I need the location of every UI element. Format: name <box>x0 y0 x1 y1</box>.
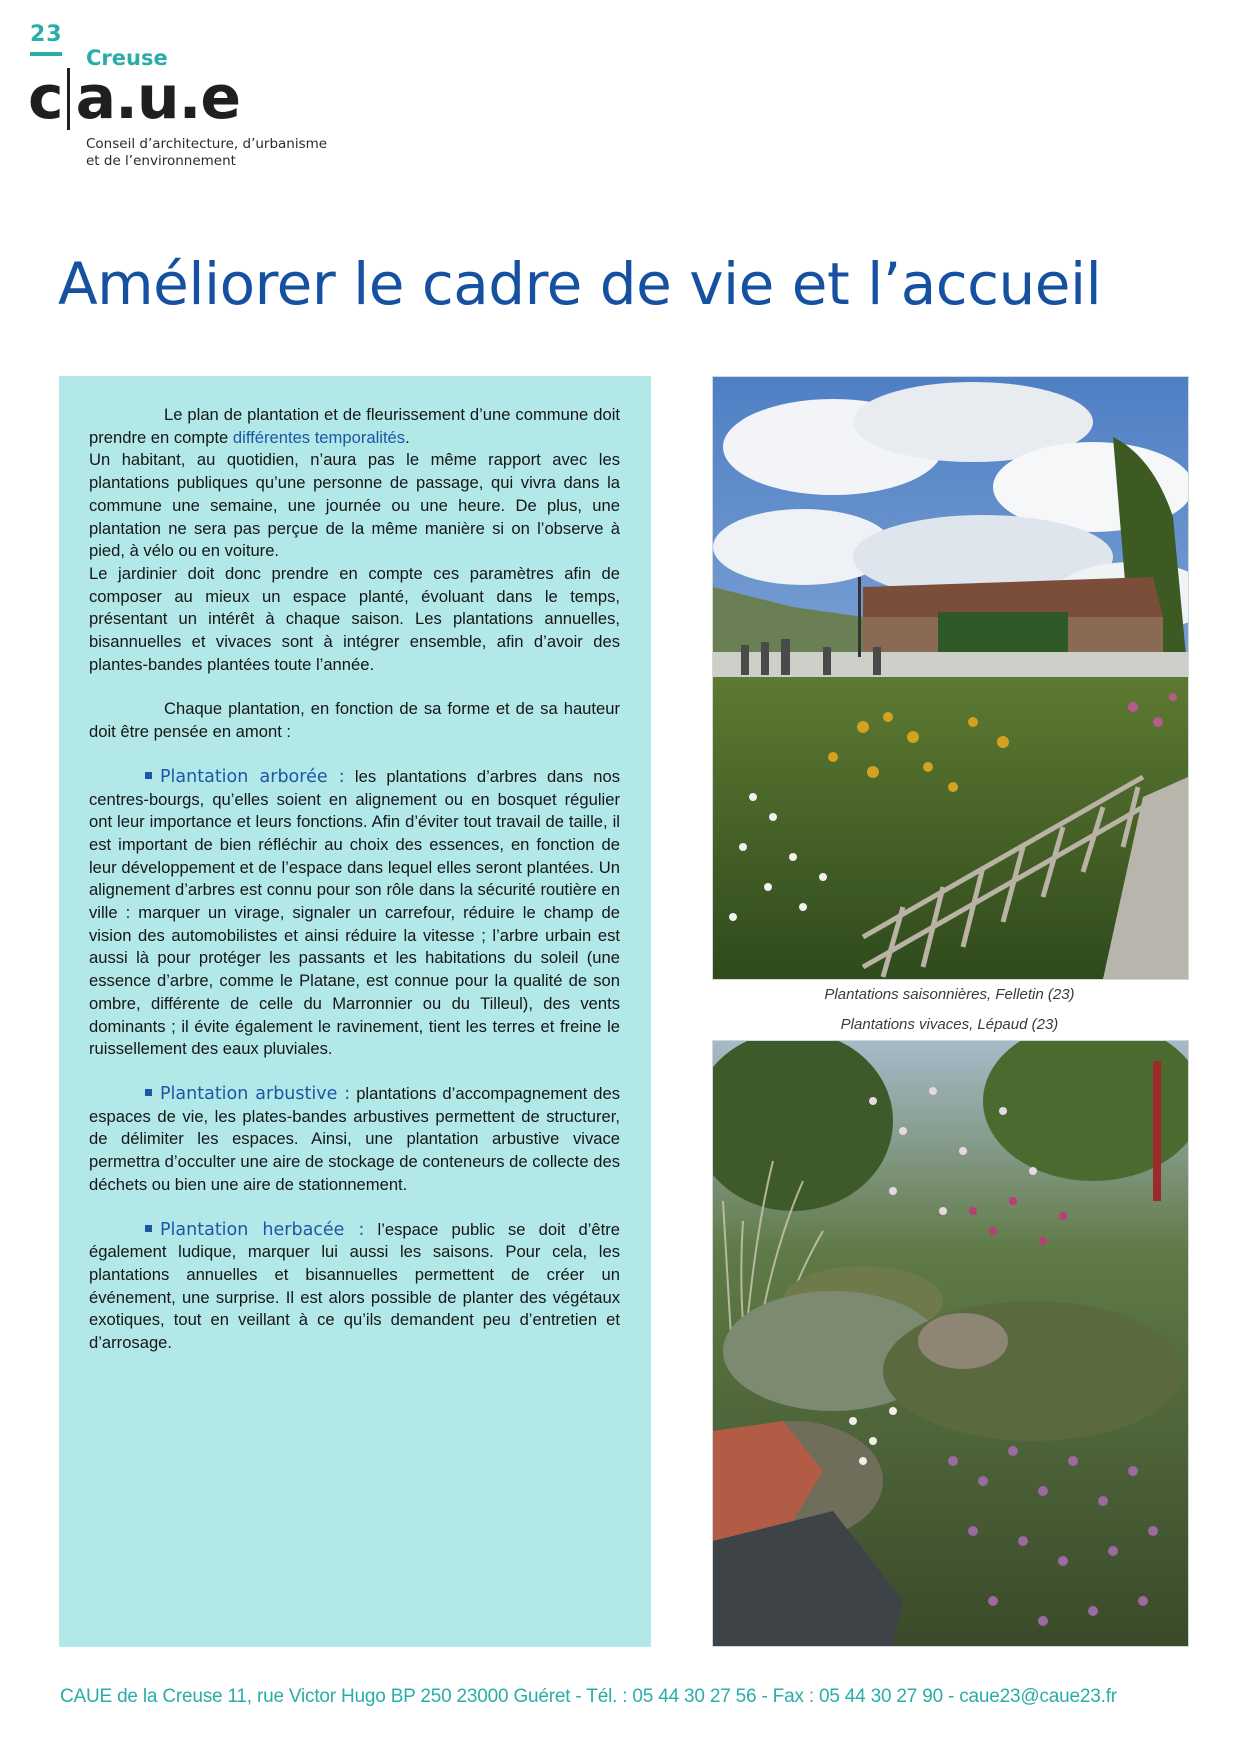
text-panel <box>59 376 651 1647</box>
intro-highlight: différentes temporalités <box>232 427 406 447</box>
photo-lepaud <box>712 1040 1189 1647</box>
item-body: les plantations d’arbres dans nos centres-bourgs, qu’elles soient en alignement ou en bosquet régulier ont leur importance et leurs fonctions. Afin d’éviter tout travail de taille, il est important de bien réfléchir au choix des essences, en fonction de leur développement et de l’espace dans lequel elles seront plantées. Un alignement d’arbres est connu pour son rôle dans la sécurité routière en ville : marquer un virage, signaler un carrefour, réduire le champ de vision des automobilistes et ainsi réduire la vitesse ; l’arbre urbain est aussi là pour protéger les passants et les habitations du soleil (une essence d’arbre, comme le Platane, est connue pour la qualité de son ombre, différente de celle du Marronnier ou du Tilleul), des vents dominants ; il évite également le ravinement, tient les terres et freine le ruissellement des eaux pluviales. <box>89 766 621 1059</box>
logo-tagline <box>86 136 366 170</box>
bullet-square-icon <box>145 1225 152 1232</box>
bullet-square-icon <box>145 1089 152 1096</box>
logo-wordmark <box>28 63 241 133</box>
footer-contact: CAUE de la Creuse 11, rue Victor Hugo BP 250 23000 Guéret - Tél. : 05 44 30 27 56 - Fax : 05 44 30 27 90 - caue23@caue23.fr <box>60 1686 1117 1707</box>
item-heading: Plantation herbacée : <box>160 1219 365 1240</box>
text-body <box>89 404 620 1355</box>
logo-tagline-line-1: Conseil d’architecture, d’urbanisme <box>86 136 328 152</box>
item-arbustive <box>89 1083 620 1197</box>
paragraph-intro <box>89 404 620 449</box>
item-heading: Plantation arborée : <box>160 766 345 787</box>
item-herbacee <box>89 1219 620 1355</box>
caue-logo <box>28 22 348 172</box>
intro-end: . <box>405 427 410 447</box>
item-body: l’espace public se doit d’être également ludique, marquer lui aussi les saisons. Pour cela, les plantations annuelles et bisannuelles permettent de créer un événement, une surprise. Il est alors possible de planter des végétaux exotiques, tout en veillant à ce qu’ils demandent peu d’entretien et d’arrosage. <box>89 1219 620 1353</box>
item-arboree <box>89 766 620 1061</box>
paragraph-jardinier: Le jardinier doit donc prendre en compte ces paramètres afin de composer au mieux un espace planté, évoluant dans le temps, présentant un intérêt à chaque saison. Les plantations annuelles, bisannuelles et vivaces sont à intégrer ensemble, afin d’avoir des plantes-bandes plantées toute l’année. <box>89 563 620 674</box>
intro-text: Le plan de plantation et de fleurissement d’une commune doit prendre en compte <box>89 405 620 447</box>
logo-bar <box>67 68 70 130</box>
logo-tagline-line-2: et de l’environnement <box>86 153 236 169</box>
bullet-square-icon <box>145 772 152 779</box>
photo-caption-lepaud: Plantations vivaces, Lépaud (23) <box>840 1016 1059 1033</box>
logo-wordmark-left: c <box>28 63 63 133</box>
page-title: Améliorer le cadre de vie et l’accueil <box>58 250 1102 318</box>
logo-number: 23 <box>30 22 63 47</box>
photo-caption-felletin: Plantations saisonnières, Felletin (23) <box>824 986 1075 1003</box>
photo-felletin <box>712 376 1189 980</box>
item-body: plantations d’accompagnement des espaces de vie, les plates-bandes arbustives permettent de structurer, de délimiter les espaces. Ainsi, une plantation arbustive vivace permettra d’occulter une aire de stockage de conteneurs de collecte des déchets ou bien une aire de stationnement. <box>89 1083 620 1194</box>
logo-number-underline <box>30 52 62 56</box>
logo-wordmark-right: a.u.e <box>75 63 241 133</box>
paragraph-habitant: Un habitant, au quotidien, n’aura pas le même rapport avec les plantations publiques qu’une personne de passage, qui vivra dans la commune une semaine, une journée ou une heure. De plus, une plantation ne sera pas perçue de la même manière si on l’observe à pied, à vélo ou en voiture. <box>89 450 620 561</box>
logo-region: Creuse <box>86 46 168 70</box>
item-heading: Plantation arbustive : <box>160 1083 351 1104</box>
paragraph-forme: Chaque plantation, en fonction de sa forme et de sa hauteur doit être pensée en amont : <box>89 699 620 742</box>
